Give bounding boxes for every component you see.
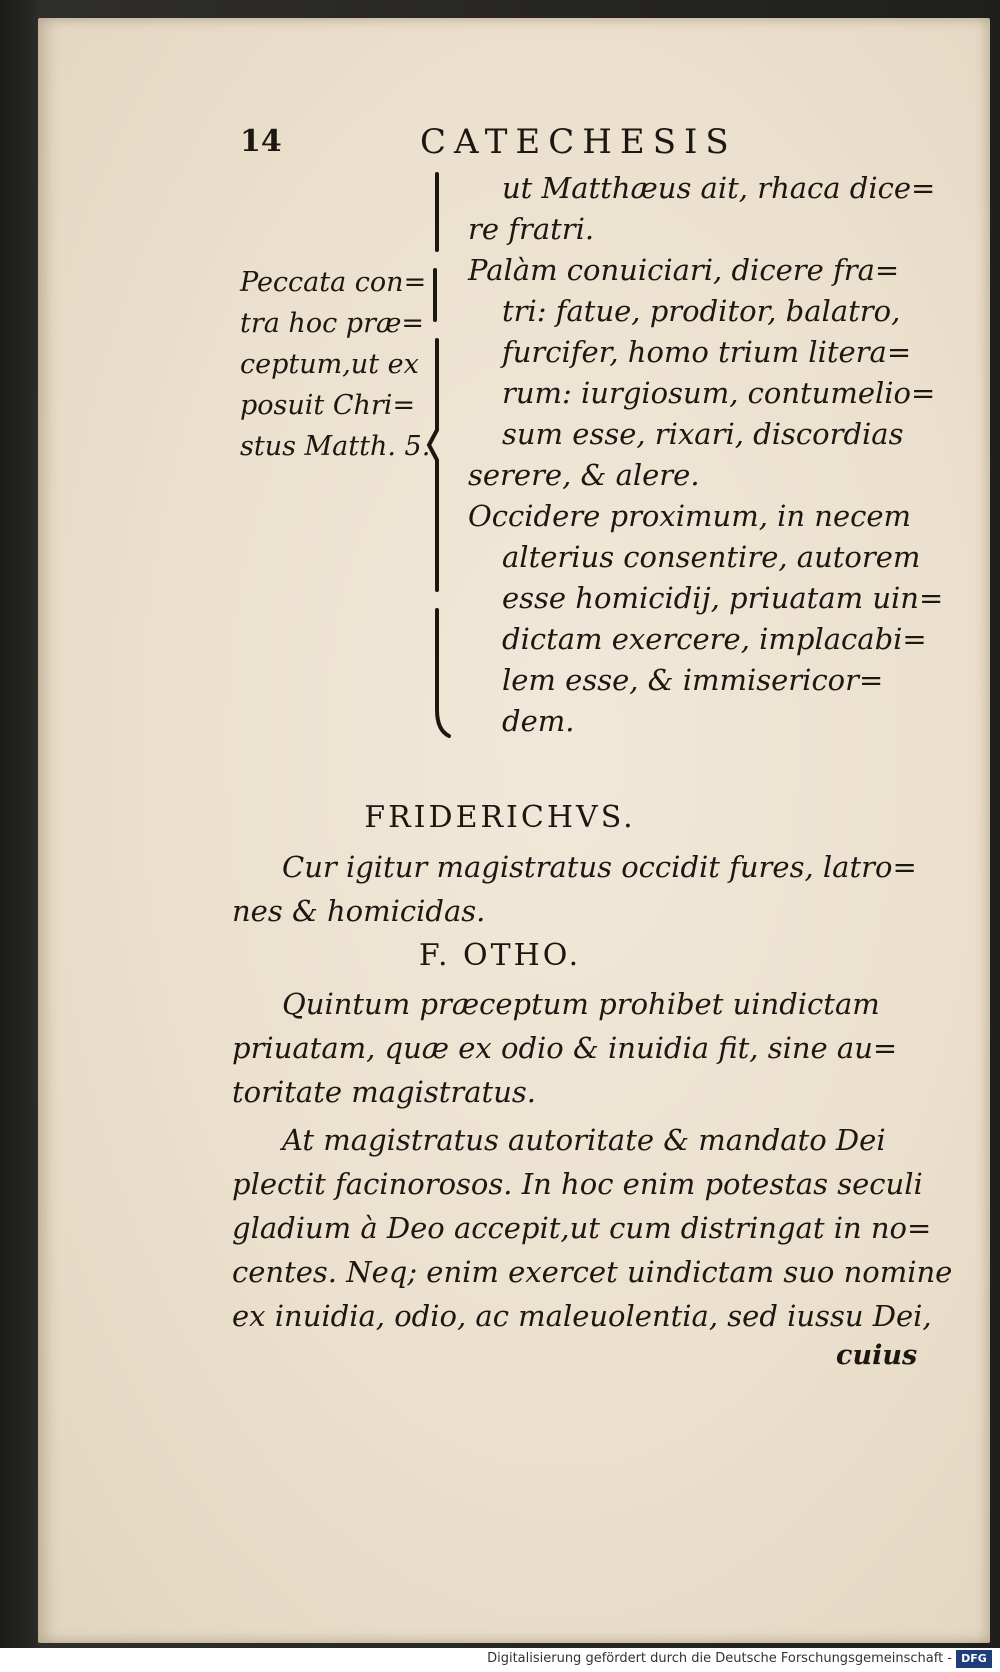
list-item: esse homicidij, priuatam uin= [502,581,944,615]
list-item: tri: fatue, proditor, balatro, [502,294,901,328]
list-item: lem esse, & immisericor= [502,663,884,697]
text-line: toritate magistratus. [232,1075,536,1109]
margin-note-line: Peccata con= [240,267,427,298]
list-item: serere, & alere. [468,458,700,492]
speaker-heading: FRIDERICHVS. [364,800,636,835]
catchword: cuius [836,1340,918,1371]
braced-list [468,168,944,742]
text-line: At magistratus autoritate & mandato Dei [282,1123,886,1157]
text-line: Quintum præceptum prohibet uindictam [282,987,880,1021]
list-item: re fratri. [468,212,595,246]
question-paragraph [232,845,934,933]
list-item: Occidere proximum, in necem [468,499,912,533]
text-line: Cur igitur magistratus occidit fures, latro= [282,850,917,884]
margin-note-line: stus Matth. 5. [240,431,431,462]
text-line: plectit facinorosos. In hoc enim potestas seculi [232,1167,923,1201]
margin-note-line: ceptum,ut ex [240,349,419,380]
footer-credit: Digitalisierung gefördert durch die Deutsche Forschungsgemeinschaft - [487,1651,952,1666]
dfg-logo-icon: DFG [956,1650,992,1668]
margin-note [240,262,440,467]
margin-note-line: tra hoc præ= [240,308,424,339]
list-item: dictam exercere, implacabi= [502,622,927,656]
list-item: dem. [502,704,575,738]
answer-paragraph [232,982,934,1114]
page-number: 14 [240,124,282,159]
text-line: gladium à Deo accepit,ut cum distringat in no= [232,1211,932,1245]
curly-brace-icon [425,170,465,790]
list-item: sum esse, rixari, discordias [502,417,904,451]
list-item: ut Matthæus ait, rhaca dice= [502,171,936,205]
text-line: centes. Neq; enim exercet uindictam suo nomine [232,1255,953,1289]
text-line: ex inuidia, odio, ac maleuolentia, sed iussu Dei, [232,1299,932,1333]
running-head [0,118,1000,168]
margin-note-line: posuit Chri= [240,390,416,421]
list-item: alterius consentire, autorem [502,540,921,574]
list-item: furcifer, homo trium litera= [502,335,912,369]
speaker-heading: F. OTHO. [418,938,582,973]
footer-bar [0,1648,1000,1672]
list-item: rum: iurgiosum, contumelio= [502,376,936,410]
running-title: CATECHESIS [420,122,737,162]
answer-paragraph [232,1118,953,1338]
list-item: Palàm conuiciari, dicere fra= [468,253,900,287]
text-line: nes & homicidas. [232,894,486,928]
text-line: priuatam, quæ ex odio & inuidia fit, sine au= [232,1031,898,1065]
